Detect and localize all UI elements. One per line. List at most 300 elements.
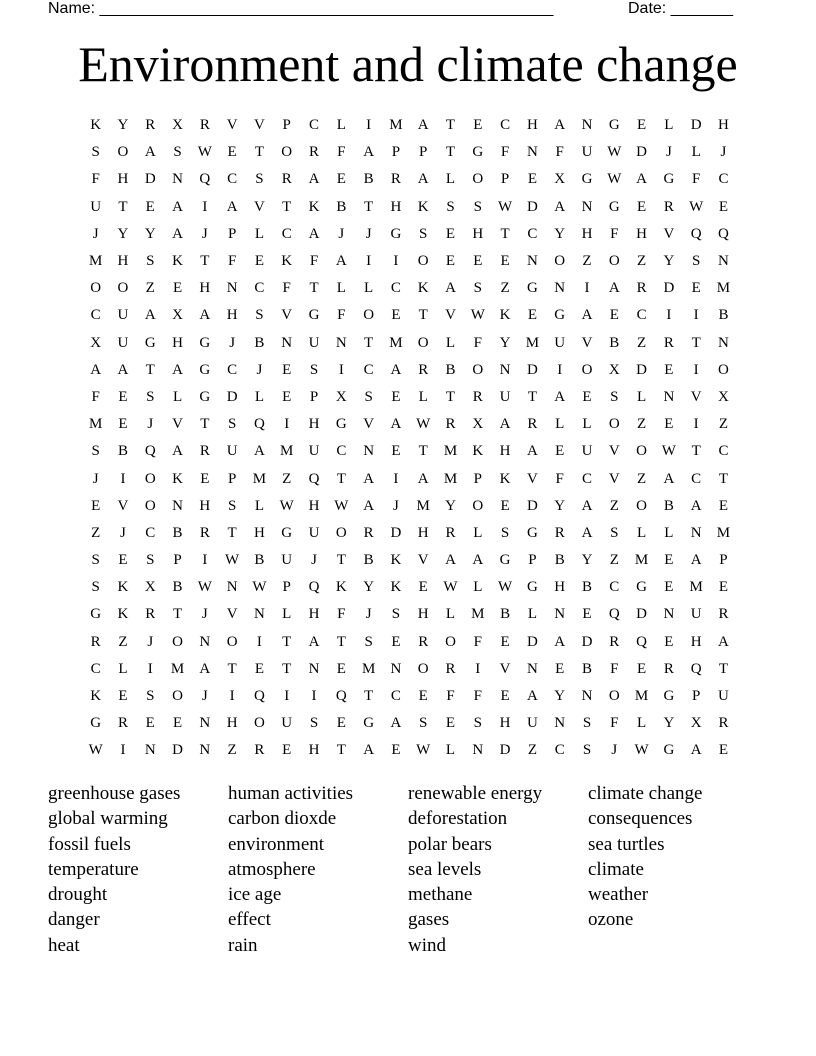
grid-letter[interactable]: H (117, 171, 129, 188)
grid-letter[interactable]: M (252, 470, 267, 487)
grid-letter[interactable]: A (363, 144, 375, 161)
grid-letter[interactable]: E (172, 280, 183, 297)
grid-letter[interactable]: N (172, 497, 183, 514)
grid-letter[interactable]: X (335, 388, 347, 405)
grid-letter[interactable]: Q (144, 443, 156, 460)
grid-letter[interactable]: I (147, 660, 153, 677)
grid-letter[interactable]: N (254, 606, 265, 623)
grid-letter[interactable]: E (664, 579, 674, 596)
grid-letter[interactable]: Y (117, 225, 129, 242)
grid-letter[interactable]: A (226, 198, 238, 215)
grid-letter[interactable]: V (417, 552, 429, 569)
grid-letter[interactable]: L (118, 660, 128, 677)
grid-letter[interactable]: A (308, 225, 320, 242)
grid-letter[interactable]: I (256, 633, 262, 650)
grid-letter[interactable]: E (555, 443, 565, 460)
grid-letter[interactable]: T (445, 117, 456, 134)
grid-letter[interactable]: O (445, 633, 456, 650)
grid-letter[interactable]: Z (118, 633, 128, 650)
grid-letter[interactable]: X (472, 416, 484, 433)
grid-letter[interactable]: B (254, 334, 265, 351)
grid-letter[interactable]: I (366, 117, 372, 134)
grid-letter[interactable]: W (443, 579, 458, 596)
grid-letter[interactable]: E (664, 552, 674, 569)
grid-letter[interactable]: R (718, 715, 729, 732)
grid-letter[interactable]: N (226, 579, 238, 596)
grid-letter[interactable]: H (199, 280, 211, 297)
grid-letter[interactable]: F (473, 633, 482, 650)
grid-letter[interactable]: F (446, 688, 455, 705)
grid-letter[interactable]: S (146, 688, 155, 705)
grid-letter[interactable]: D (526, 497, 538, 514)
grid-letter[interactable]: U (581, 443, 593, 460)
grid-letter[interactable]: A (663, 470, 675, 487)
grid-letter[interactable]: H (226, 715, 238, 732)
grid-letter[interactable]: T (282, 633, 292, 650)
grid-letter[interactable]: N (663, 606, 675, 623)
grid-letter[interactable]: M (634, 688, 649, 705)
grid-letter[interactable]: I (557, 361, 563, 378)
grid-letter[interactable]: E (91, 497, 101, 514)
grid-letter[interactable]: K (308, 198, 320, 215)
grid-letter[interactable]: O (281, 144, 293, 161)
grid-letter[interactable]: W (607, 144, 622, 161)
grid-letter[interactable]: O (117, 280, 129, 297)
grid-letter[interactable]: O (417, 334, 429, 351)
grid-letter[interactable]: E (418, 688, 428, 705)
grid-letter[interactable]: E (118, 552, 128, 569)
grid-letter[interactable]: A (363, 742, 375, 759)
grid-letter[interactable]: I (311, 688, 317, 705)
grid-letter[interactable]: E (637, 660, 647, 677)
grid-letter[interactable]: I (393, 253, 399, 270)
grid-letter[interactable]: I (229, 688, 235, 705)
grid-letter[interactable]: K (117, 606, 129, 623)
grid-letter[interactable]: C (363, 361, 374, 378)
grid-letter[interactable]: N (581, 688, 593, 705)
grid-letter[interactable]: C (90, 660, 101, 677)
grid-letter[interactable]: H (417, 524, 429, 541)
grid-letter[interactable]: W (416, 416, 431, 433)
grid-letter[interactable]: Z (227, 742, 237, 759)
grid-letter[interactable]: E (391, 307, 401, 324)
grid-letter[interactable]: F (473, 334, 482, 351)
grid-letter[interactable]: T (691, 334, 701, 351)
grid-letter[interactable]: N (199, 715, 211, 732)
grid-letter[interactable]: J (338, 225, 345, 242)
grid-letter[interactable]: S (419, 715, 428, 732)
grid-letter[interactable]: G (90, 715, 102, 732)
grid-letter[interactable]: A (90, 361, 102, 378)
grid-letter[interactable]: E (118, 688, 128, 705)
grid-letter[interactable]: I (366, 253, 372, 270)
grid-letter[interactable]: X (690, 715, 702, 732)
grid-letter[interactable]: U (526, 715, 538, 732)
grid-letter[interactable]: G (199, 334, 211, 351)
grid-letter[interactable]: O (554, 253, 566, 270)
grid-letter[interactable]: C (527, 225, 538, 242)
grid-letter[interactable]: H (526, 117, 538, 134)
grid-letter[interactable]: A (526, 688, 538, 705)
grid-letter[interactable]: E (118, 388, 128, 405)
grid-letter[interactable]: G (144, 334, 156, 351)
grid-letter[interactable]: W (88, 742, 103, 759)
grid-letter[interactable]: E (145, 198, 155, 215)
grid-letter[interactable]: F (555, 144, 564, 161)
grid-letter[interactable]: S (364, 633, 373, 650)
grid-letter[interactable]: N (390, 660, 402, 677)
grid-letter[interactable]: O (226, 633, 238, 650)
grid-letter[interactable]: V (499, 660, 511, 677)
grid-letter[interactable]: V (281, 307, 293, 324)
grid-letter[interactable]: S (692, 253, 701, 270)
grid-letter[interactable]: A (690, 742, 702, 759)
grid-letter[interactable]: L (172, 388, 183, 405)
grid-letter[interactable]: R (636, 280, 647, 297)
grid-letter[interactable]: K (390, 552, 402, 569)
grid-letter[interactable]: A (172, 225, 183, 242)
grid-letter[interactable]: L (445, 171, 456, 188)
grid-letter[interactable]: J (201, 688, 208, 705)
grid-letter[interactable]: F (337, 606, 346, 623)
grid-letter[interactable]: Y (663, 715, 675, 732)
grid-letter[interactable]: U (117, 307, 129, 324)
grid-letter[interactable]: D (636, 361, 647, 378)
grid-letter[interactable]: A (417, 171, 429, 188)
grid-letter[interactable]: Y (499, 334, 511, 351)
grid-letter[interactable]: C (636, 307, 647, 324)
grid-letter[interactable]: N (472, 742, 484, 759)
grid-letter[interactable]: G (554, 307, 566, 324)
grid-letter[interactable]: K (172, 470, 183, 487)
grid-letter[interactable]: P (719, 552, 728, 569)
grid-letter[interactable]: P (419, 144, 428, 161)
grid-letter[interactable]: C (227, 361, 238, 378)
grid-letter[interactable]: A (172, 198, 183, 215)
grid-letter[interactable]: A (581, 307, 593, 324)
grid-letter[interactable]: Q (335, 688, 347, 705)
grid-letter[interactable]: V (117, 497, 129, 514)
grid-letter[interactable]: E (282, 361, 292, 378)
grid-letter[interactable]: V (445, 307, 456, 324)
grid-letter[interactable]: A (363, 497, 375, 514)
grid-letter[interactable]: A (690, 552, 702, 569)
grid-letter[interactable]: R (281, 171, 292, 188)
grid-letter[interactable]: B (172, 524, 183, 541)
grid-letter[interactable]: H (499, 715, 511, 732)
grid-letter[interactable]: I (120, 470, 126, 487)
grid-letter[interactable]: O (636, 443, 647, 460)
grid-letter[interactable]: N (718, 253, 729, 270)
grid-letter[interactable]: E (391, 742, 401, 759)
grid-letter[interactable]: D (144, 171, 156, 188)
grid-letter[interactable]: C (718, 443, 729, 460)
grid-letter[interactable]: Y (144, 225, 156, 242)
grid-letter[interactable]: N (172, 171, 183, 188)
grid-letter[interactable]: R (445, 660, 456, 677)
grid-letter[interactable]: J (256, 361, 263, 378)
grid-letter[interactable]: Q (308, 579, 320, 596)
grid-letter[interactable]: X (172, 117, 183, 134)
grid-letter[interactable]: K (417, 280, 429, 297)
grid-letter[interactable]: E (637, 198, 647, 215)
grid-letter[interactable]: J (229, 334, 236, 351)
grid-letter[interactable]: M (716, 524, 731, 541)
grid-letter[interactable]: A (526, 443, 538, 460)
grid-letter[interactable]: A (554, 388, 566, 405)
grid-letter[interactable]: C (90, 307, 101, 324)
grid-letter[interactable]: J (201, 225, 208, 242)
grid-letter[interactable]: M (689, 579, 703, 596)
grid-letter[interactable]: A (718, 633, 729, 650)
grid-letter[interactable]: T (718, 470, 729, 487)
grid-letter[interactable]: W (279, 497, 294, 514)
grid-letter[interactable]: A (199, 307, 211, 324)
grid-letter[interactable]: L (254, 225, 265, 242)
grid-letter[interactable]: X (144, 579, 156, 596)
grid-letter[interactable]: U (308, 334, 320, 351)
grid-letter[interactable]: B (609, 334, 620, 351)
grid-letter[interactable]: G (308, 307, 320, 324)
grid-letter[interactable]: T (500, 225, 510, 242)
grid-letter[interactable]: E (172, 715, 183, 732)
grid-letter[interactable]: Y (445, 497, 456, 514)
grid-letter[interactable]: K (390, 579, 402, 596)
grid-letter[interactable]: F (610, 660, 619, 677)
grid-letter[interactable]: W (634, 742, 649, 759)
grid-letter[interactable]: L (691, 144, 701, 161)
grid-letter[interactable]: E (500, 633, 510, 650)
grid-letter[interactable]: O (472, 497, 484, 514)
grid-letter[interactable]: N (308, 660, 320, 677)
grid-letter[interactable]: T (227, 660, 237, 677)
grid-letter[interactable]: E (664, 361, 674, 378)
grid-letter[interactable]: Z (637, 416, 647, 433)
grid-letter[interactable]: O (417, 253, 429, 270)
grid-letter[interactable]: O (718, 361, 729, 378)
grid-letter[interactable]: Z (637, 253, 647, 270)
grid-letter[interactable]: E (718, 579, 729, 596)
grid-letter[interactable]: Y (363, 579, 375, 596)
grid-letter[interactable]: A (254, 443, 265, 460)
grid-letter[interactable]: U (226, 443, 238, 460)
grid-letter[interactable]: R (663, 198, 674, 215)
grid-letter[interactable]: R (90, 633, 101, 650)
grid-letter[interactable]: P (692, 688, 701, 705)
grid-letter[interactable]: M (634, 552, 649, 569)
grid-letter[interactable]: W (689, 198, 704, 215)
grid-letter[interactable]: T (336, 742, 346, 759)
grid-letter[interactable]: R (609, 633, 620, 650)
grid-letter[interactable]: N (335, 334, 347, 351)
grid-letter[interactable]: T (336, 633, 346, 650)
grid-letter[interactable]: N (526, 253, 538, 270)
grid-letter[interactable]: P (500, 171, 510, 188)
grid-letter[interactable]: I (120, 742, 126, 759)
grid-letter[interactable]: V (172, 416, 183, 433)
grid-letter[interactable]: P (282, 579, 291, 596)
grid-letter[interactable]: A (690, 497, 702, 514)
grid-letter[interactable]: L (254, 388, 265, 405)
grid-letter[interactable]: C (581, 470, 592, 487)
grid-letter[interactable]: A (472, 552, 484, 569)
grid-letter[interactable]: Q (199, 171, 211, 188)
grid-letter[interactable]: U (554, 334, 566, 351)
grid-letter[interactable]: A (554, 633, 566, 650)
grid-letter[interactable]: R (363, 524, 374, 541)
grid-letter[interactable]: Q (254, 688, 265, 705)
grid-letter[interactable]: W (498, 198, 513, 215)
grid-letter[interactable]: O (172, 633, 183, 650)
grid-letter[interactable]: Z (609, 497, 619, 514)
grid-letter[interactable]: S (473, 715, 482, 732)
grid-letter[interactable]: B (445, 361, 456, 378)
grid-letter[interactable]: E (555, 660, 565, 677)
grid-letter[interactable]: T (364, 334, 374, 351)
grid-letter[interactable]: A (390, 361, 402, 378)
grid-letter[interactable]: H (690, 633, 702, 650)
grid-letter[interactable]: G (636, 579, 647, 596)
grid-letter[interactable]: P (528, 552, 537, 569)
grid-letter[interactable]: D (690, 117, 702, 134)
grid-letter[interactable]: M (471, 606, 485, 623)
grid-letter[interactable]: R (718, 606, 729, 623)
grid-letter[interactable]: A (499, 416, 511, 433)
grid-letter[interactable]: Q (308, 470, 320, 487)
grid-letter[interactable]: Z (637, 334, 647, 351)
grid-letter[interactable]: E (582, 388, 592, 405)
grid-letter[interactable]: E (691, 280, 701, 297)
grid-letter[interactable]: S (146, 388, 155, 405)
grid-letter[interactable]: B (663, 497, 674, 514)
grid-letter[interactable]: O (117, 144, 129, 161)
grid-letter[interactable]: A (390, 715, 402, 732)
grid-letter[interactable]: I (202, 198, 208, 215)
grid-letter[interactable]: G (526, 579, 538, 596)
grid-letter[interactable]: M (361, 660, 376, 677)
grid-letter[interactable]: N (718, 334, 729, 351)
grid-letter[interactable]: K (335, 579, 347, 596)
grid-letter[interactable]: M (88, 416, 103, 433)
grid-letter[interactable]: T (364, 688, 374, 705)
grid-letter[interactable]: S (309, 715, 319, 732)
grid-letter[interactable]: B (117, 443, 128, 460)
grid-letter[interactable]: T (445, 388, 456, 405)
grid-letter[interactable]: D (663, 280, 675, 297)
grid-letter[interactable]: T (172, 606, 183, 623)
grid-letter[interactable]: N (581, 117, 593, 134)
grid-letter[interactable]: L (527, 606, 537, 623)
grid-letter[interactable]: Y (554, 688, 566, 705)
grid-letter[interactable]: H (226, 307, 238, 324)
grid-letter[interactable]: Y (663, 253, 675, 270)
grid-letter[interactable]: H (581, 225, 593, 242)
grid-letter[interactable]: C (227, 171, 238, 188)
grid-letter[interactable]: G (199, 388, 211, 405)
grid-letter[interactable]: B (336, 198, 347, 215)
grid-letter[interactable]: Z (527, 742, 537, 759)
grid-letter[interactable]: S (227, 416, 237, 433)
grid-letter[interactable]: I (475, 660, 481, 677)
grid-letter[interactable]: X (90, 334, 102, 351)
grid-letter[interactable]: E (637, 117, 647, 134)
grid-letter[interactable]: E (391, 443, 401, 460)
grid-letter[interactable]: T (364, 198, 374, 215)
grid-letter[interactable]: R (472, 388, 483, 405)
grid-letter[interactable]: N (554, 715, 566, 732)
grid-letter[interactable]: I (202, 552, 208, 569)
grid-letter[interactable]: N (226, 280, 238, 297)
grid-letter[interactable]: V (363, 416, 375, 433)
grid-letter[interactable]: L (445, 742, 456, 759)
grid-letter[interactable]: K (117, 579, 129, 596)
grid-letter[interactable]: E (200, 470, 210, 487)
grid-letter[interactable]: C (390, 280, 401, 297)
grid-letter[interactable]: J (120, 524, 126, 541)
grid-letter[interactable]: V (608, 443, 620, 460)
grid-letter[interactable]: S (91, 443, 100, 460)
grid-letter[interactable]: U (718, 688, 729, 705)
grid-letter[interactable]: G (281, 524, 293, 541)
grid-letter[interactable]: I (338, 361, 344, 378)
grid-letter[interactable]: L (364, 280, 374, 297)
grid-letter[interactable]: N (144, 742, 156, 759)
grid-letter[interactable]: R (418, 633, 429, 650)
grid-letter[interactable]: S (91, 144, 100, 161)
grid-letter[interactable]: K (499, 307, 511, 324)
grid-letter[interactable]: P (309, 388, 319, 405)
grid-letter[interactable]: L (582, 416, 592, 433)
grid-letter[interactable]: M (170, 660, 185, 677)
grid-letter[interactable]: R (199, 443, 210, 460)
grid-letter[interactable]: E (664, 416, 674, 433)
grid-letter[interactable]: U (308, 524, 320, 541)
grid-letter[interactable]: W (607, 171, 622, 188)
grid-letter[interactable]: G (335, 416, 347, 433)
grid-letter[interactable]: N (554, 280, 566, 297)
grid-letter[interactable]: L (282, 606, 292, 623)
grid-letter[interactable]: G (499, 552, 511, 569)
grid-letter[interactable]: E (445, 225, 456, 242)
grid-letter[interactable]: L (637, 715, 647, 732)
grid-letter[interactable]: F (91, 171, 100, 188)
grid-letter[interactable]: L (473, 524, 483, 541)
grid-letter[interactable]: E (609, 307, 619, 324)
grid-letter[interactable]: I (584, 280, 590, 297)
grid-letter[interactable]: G (526, 524, 538, 541)
grid-letter[interactable]: T (336, 470, 346, 487)
grid-letter[interactable]: A (390, 416, 402, 433)
grid-letter[interactable]: B (172, 579, 183, 596)
grid-letter[interactable]: J (147, 633, 154, 650)
grid-letter[interactable]: E (664, 633, 674, 650)
grid-letter[interactable]: E (282, 742, 292, 759)
grid-letter[interactable]: O (472, 171, 484, 188)
grid-letter[interactable]: M (525, 334, 540, 351)
grid-letter[interactable]: T (309, 280, 319, 297)
grid-letter[interactable]: H (390, 198, 402, 215)
grid-letter[interactable]: S (610, 388, 619, 405)
grid-letter[interactable]: A (581, 524, 593, 541)
grid-letter[interactable]: B (718, 307, 729, 324)
grid-letter[interactable]: K (472, 443, 484, 460)
grid-letter[interactable]: E (500, 253, 510, 270)
grid-letter[interactable]: N (199, 742, 211, 759)
grid-letter[interactable]: E (254, 253, 265, 270)
grid-letter[interactable]: C (691, 470, 702, 487)
grid-letter[interactable]: V (526, 470, 538, 487)
grid-letter[interactable]: A (445, 552, 456, 569)
